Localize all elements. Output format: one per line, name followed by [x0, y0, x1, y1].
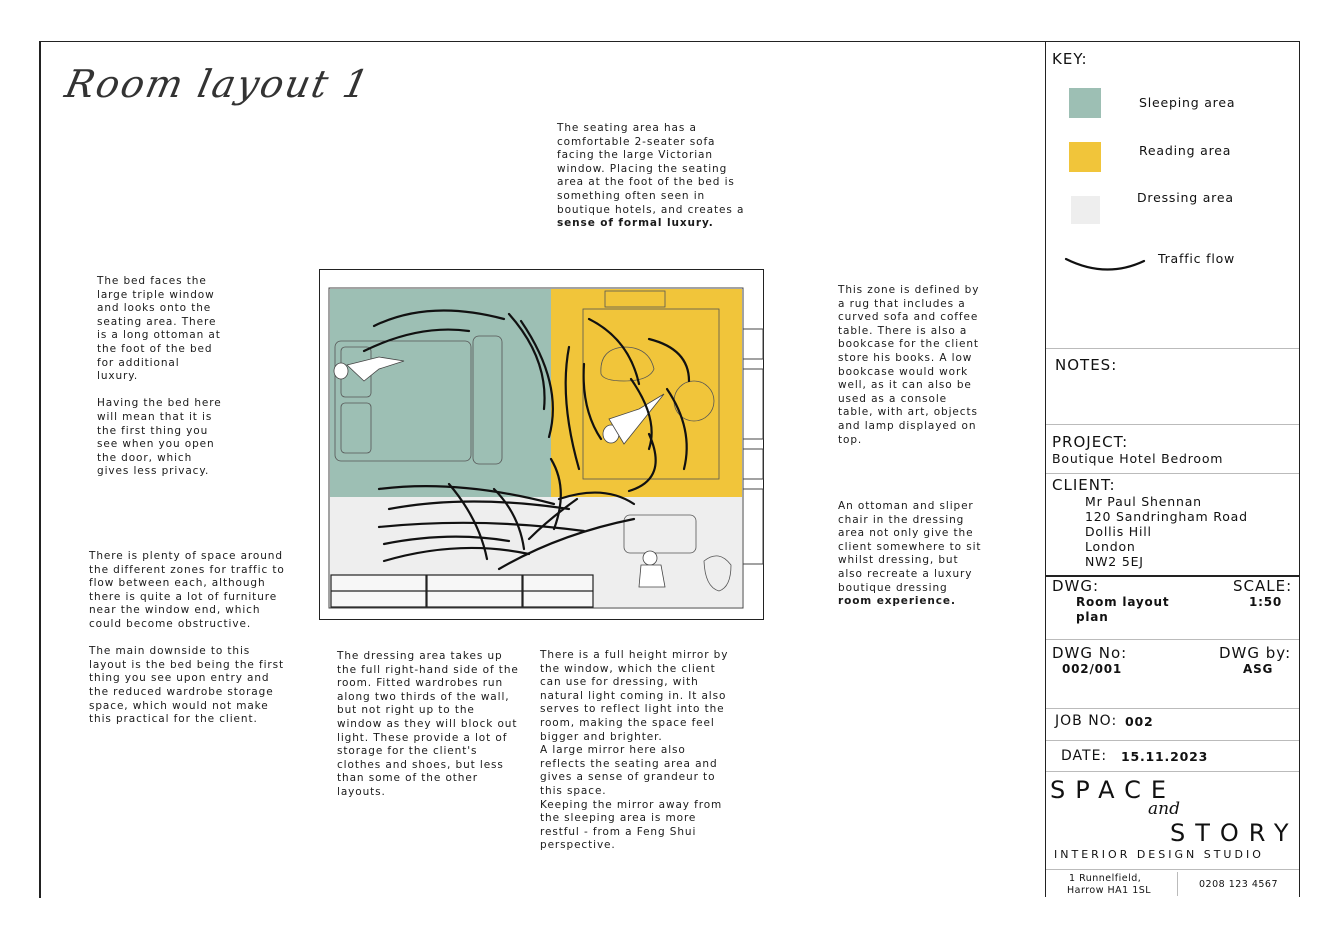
traffic-flow-key-icon	[1064, 255, 1148, 275]
zone-reading	[551, 289, 742, 497]
notes-section	[1046, 348, 1299, 425]
key-swatch-reading	[1069, 142, 1101, 172]
brand-space: SPACE	[1050, 776, 1177, 804]
key-swatch-dressing	[1071, 196, 1100, 224]
client-address-4: NW2 5EJ	[1085, 554, 1144, 569]
note-bed: The bed faces the large triple window and looks onto the seating area. There is a long ottoman at the foot of the bed for additional luxury. Having the bed here will mean that it is the first thing you see when you open the door, which gives less privacy.	[97, 275, 222, 478]
dwg-value-2: plan	[1076, 610, 1109, 624]
date-section	[1046, 740, 1299, 772]
job-no-section	[1046, 708, 1299, 741]
note-reading-zone: This zone is defined by a rug that includes a curved sofa and coffee table. There is also a bookcase for the client store his books. A low bookcase would work well, as it can also be used as a console table, with art, objects and lamp displayed on top.	[838, 284, 980, 446]
client-name: Mr Paul Shennan	[1085, 494, 1202, 509]
date-value: 15.11.2023	[1121, 749, 1209, 764]
dwg-by-value: ASG	[1243, 662, 1274, 676]
key-swatch-sleeping	[1069, 88, 1101, 118]
zone-sleeping	[330, 289, 551, 497]
dwg-no-label: DWG No:	[1052, 644, 1128, 662]
key-section	[1046, 41, 1299, 349]
scale-label: SCALE:	[1233, 577, 1293, 595]
note-dressing: The dressing area takes up the full right-hand side of the room. Fitted wardrobes run along two thirds of the wall, but not right up to the window as they will block out light. These provide a lot of storage for the client's clothes and shoes, but less than some of the other layouts.	[337, 650, 519, 798]
dwg-no-value: 002/001	[1062, 662, 1123, 676]
date-label: DATE:	[1061, 748, 1108, 764]
notes-heading: NOTES:	[1055, 356, 1118, 374]
client-label: CLIENT:	[1052, 476, 1116, 494]
key-label-sleeping: Sleeping area	[1139, 95, 1236, 110]
title-block	[1045, 41, 1300, 897]
wardrobes	[331, 575, 593, 607]
client-address-2: Dollis Hill	[1085, 524, 1152, 539]
project-section	[1046, 424, 1299, 474]
client-section	[1046, 473, 1299, 577]
note-seating	[557, 122, 744, 231]
note-seating-bold: sense of formal luxury.	[557, 217, 714, 230]
job-no-label: JOB NO:	[1055, 713, 1118, 729]
brand-and: and	[1148, 799, 1180, 819]
brand-story: STORY	[1170, 819, 1299, 847]
key-label-dressing: Dressing area	[1137, 190, 1234, 205]
client-address-1: 120 Sandringham Road	[1085, 509, 1248, 524]
dwg-value-1: Room layout	[1076, 595, 1170, 609]
floor-plan	[319, 269, 764, 620]
key-label-traffic: Traffic flow	[1158, 251, 1236, 266]
job-no-value: 002	[1125, 714, 1154, 729]
note-traffic: There is plenty of space around the different zones for traffic to flow between each, although there is quite a lot of furniture near the window end, which could become obstructive. The main downside to this layout is the bed being the first thing you see upon entry and the reduced wardrobe storage space, which would not make this practical for the client.	[89, 550, 285, 726]
scale-value: 1:50	[1249, 595, 1283, 609]
project-value: Boutique Hotel Bedroom	[1052, 451, 1224, 466]
note-mirror: There is a full height mirror by the window, which the client can use for dressing, with natural light coming in. It also serves to reflect light into the room, making the space feel bigger and brighter. A large mirror here also reflects the seating area and gives a sense of grandeur to this space. Keeping the mirror away from the sleeping area is more restful - from a Feng Shui perspective.	[540, 649, 729, 852]
client-address-3: London	[1085, 539, 1136, 554]
note-ottoman-text: An ottoman and sliper chair in the dressing area not only give the client somewhere to sit whilst dressing, but also recreate a luxury boutique dressing	[838, 500, 982, 594]
note-seating-text: The seating area has a comfortable 2-seater sofa facing the large Victorian window. Placing the seating area at the foot of the bed is something often seen in boutique hotels, and creates a	[557, 122, 745, 216]
key-label-reading: Reading area	[1139, 143, 1232, 158]
brand-section	[1046, 771, 1299, 897]
brand-address-2: Harrow HA1 1SL	[1067, 885, 1152, 896]
key-heading: KEY:	[1052, 50, 1088, 68]
brand-divider	[1046, 869, 1299, 870]
brand-vertical-divider	[1177, 872, 1178, 896]
dwg-no-section	[1046, 639, 1299, 709]
brand-address-1: 1 Runnelfield,	[1069, 873, 1142, 884]
brand-tagline: INTERIOR DESIGN STUDIO	[1054, 848, 1264, 861]
brand-phone: 0208 123 4567	[1199, 879, 1279, 890]
note-ottoman	[838, 500, 981, 609]
page-title: Room layout 1	[61, 62, 375, 106]
dwg-section	[1046, 576, 1299, 640]
note-ottoman-bold: room experience.	[838, 595, 956, 608]
project-label: PROJECT:	[1052, 433, 1129, 451]
dwg-by-label: DWG by:	[1219, 644, 1292, 662]
dwg-label: DWG:	[1052, 577, 1100, 595]
